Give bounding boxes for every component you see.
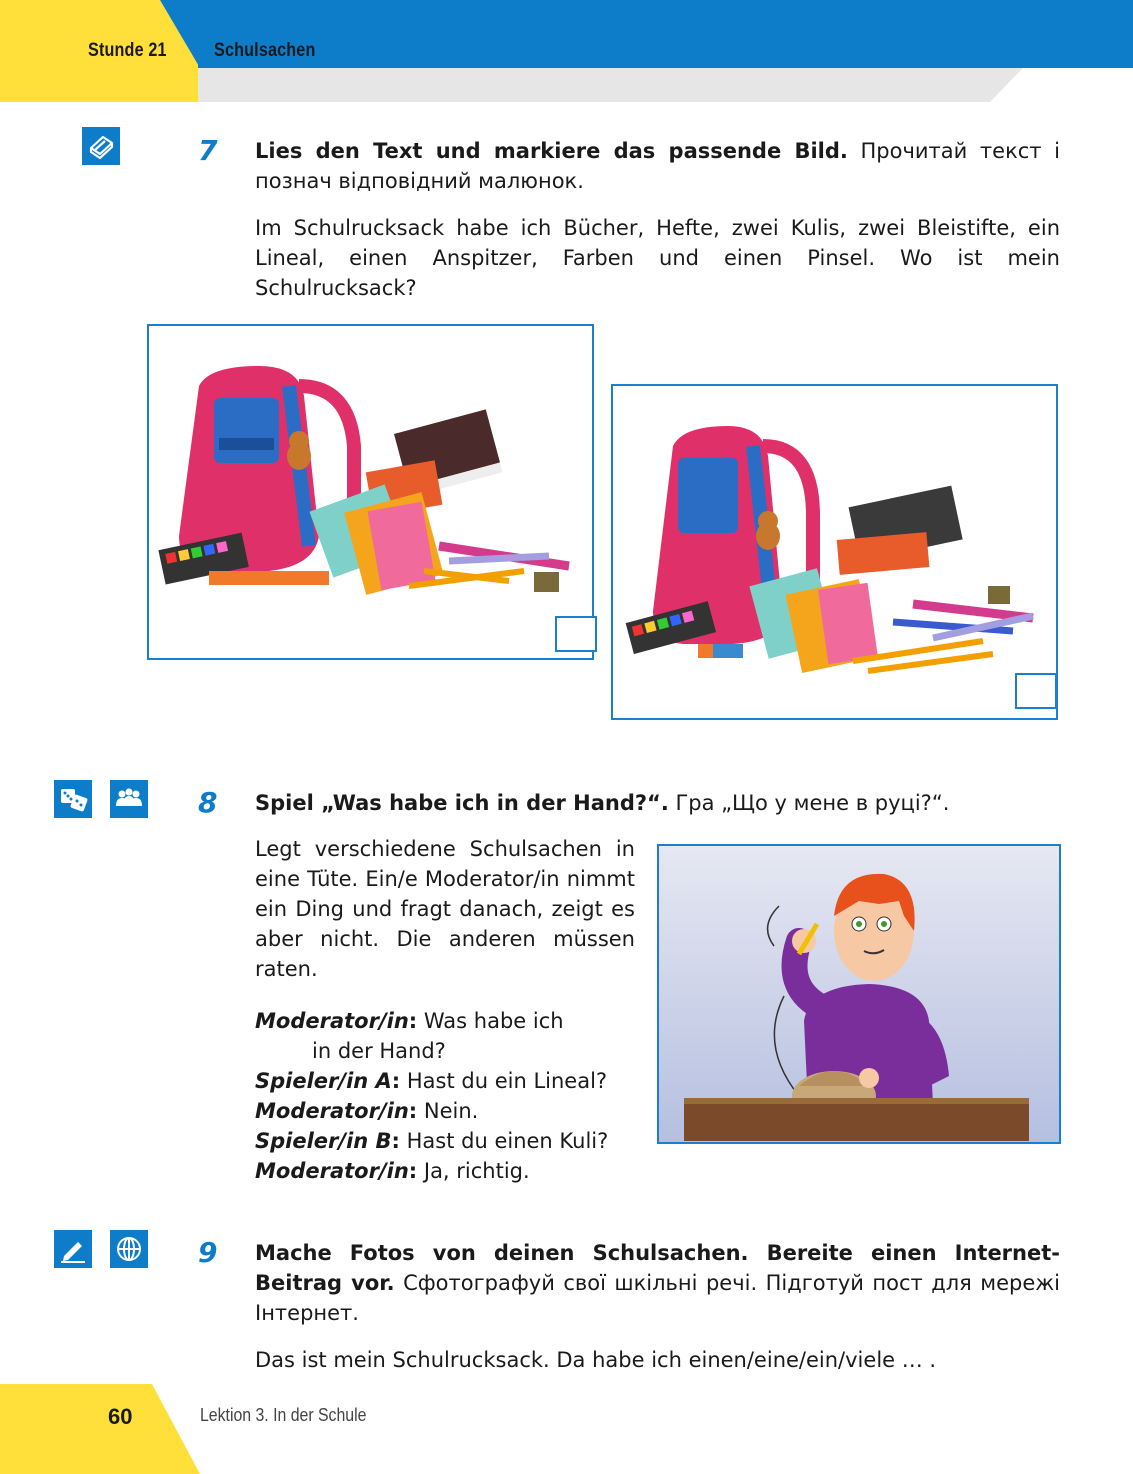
dialog-speaker: Moderator/in [255, 1159, 409, 1183]
task-9-text: Das ist mein Schulrucksack. Da habe ich einen/eine/ein/viele … . [255, 1348, 937, 1372]
task-7-text: Im Schulrucksack habe ich Bücher, Hefte, zwei Kulis, zwei Bleistifte, ein Lineal, einen Anspitzer, Farben und einen Pinsel. Wo ist mein Schulrucksack? [255, 216, 1060, 300]
task-7-instruction [255, 136, 1060, 196]
task-8-text: Legt verschiedene Schulsachen in eine Tüte. Ein/e Moderator/in nimmt ein Ding und fragt danach, zeigt es aber nicht. Die anderen müssen raten. [255, 837, 635, 981]
globe-icon [110, 1230, 148, 1268]
footer-yellow-band [0, 1384, 200, 1474]
picture-2-checkbox[interactable] [1015, 673, 1057, 709]
dialog-text: Ja, richtig. [423, 1159, 530, 1183]
task-9-number: 9 [198, 1236, 218, 1269]
task-8-instruction [255, 788, 1060, 818]
task-7-instruction-uk: Прочитай текст і познач відповідний малюнок. [255, 139, 1060, 193]
dialog-speaker: Moderator/in [255, 1009, 409, 1033]
chapter-label: Lektion 3. In der Schule [200, 1405, 367, 1425]
header-blue-band [198, 0, 1133, 68]
boy-illustration [659, 846, 1059, 1142]
task-8-number: 8 [198, 786, 218, 819]
boy-picture [657, 844, 1061, 1144]
dialog-text: Nein. [423, 1099, 479, 1123]
dialog-line: Moderator/in: Nein. [255, 1099, 479, 1123]
dialog-speaker: Spieler/in B [255, 1129, 392, 1153]
page-number: 60 [108, 1404, 133, 1429]
pencil-icon [54, 1230, 92, 1268]
picture-2 [611, 384, 1058, 720]
dialog-text: Hast du ein Lineal? [406, 1069, 608, 1093]
dialog-line: Moderator/in: Was habe ich [255, 1009, 564, 1033]
task-7-number: 7 [198, 134, 218, 167]
lesson-label: Stunde 21 [88, 40, 167, 61]
dialog-line: Spieler/in A: Hast du ein Lineal? [255, 1069, 608, 1093]
task-8-instruction-uk: Гра „Що у мене в руці?“. [668, 791, 950, 815]
dialog-text: Hast du einen Kuli? [406, 1129, 609, 1153]
dialog-line: Moderator/in: Ja, richtig. [255, 1159, 530, 1183]
dialog-speaker: Spieler/in A [255, 1069, 392, 1093]
task-8-instruction-de: Spiel „Was habe ich in der Hand?“. [255, 791, 669, 815]
task-9-instruction-de: Mache Fotos von deinen Schulsachen. Bereite einen Internet-Beitrag vor. [255, 1241, 1060, 1295]
dialog-line: Spieler/in B: Hast du einen Kuli? [255, 1129, 609, 1153]
group-icon [110, 780, 148, 818]
task-8-dialog [255, 1006, 645, 1186]
task-9-instruction-uk: Сфотографуй свої шкільні речі. Підготуй пост для мережі Інтернет. [255, 1271, 1060, 1325]
dialog-speaker: Moderator/in [255, 1099, 409, 1123]
picture-1 [147, 324, 594, 660]
dice-icon [54, 780, 92, 818]
task-7-instruction-de: Lies den Text und markiere das passende Bild. [255, 139, 848, 163]
header-gray-band [198, 68, 1023, 102]
dialog-text: Was habe ich [423, 1009, 564, 1033]
task-9-instruction [255, 1238, 1060, 1328]
backpack-illustration-2 [613, 386, 1056, 718]
topic-label: Schulsachen [214, 40, 316, 61]
book-icon [82, 127, 120, 165]
dialog-line-continued: in der Hand? [312, 1039, 446, 1063]
picture-1-checkbox[interactable] [555, 616, 597, 652]
backpack-illustration-1 [149, 326, 592, 658]
